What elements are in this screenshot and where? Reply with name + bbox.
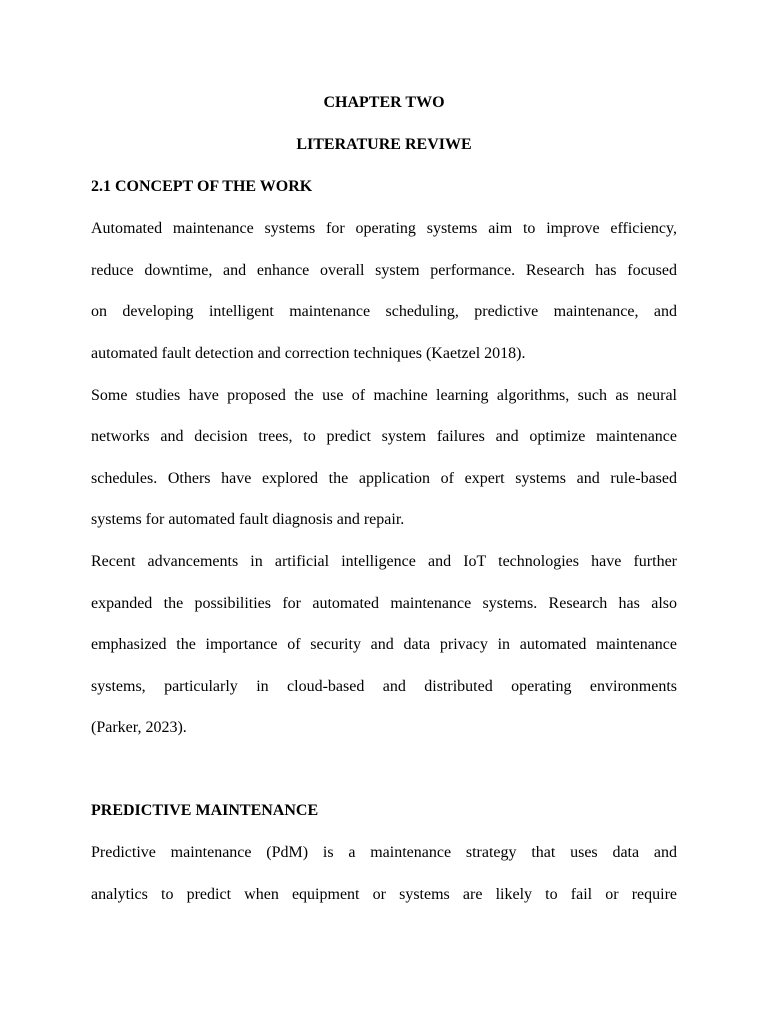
subsection-heading: PREDICTIVE MAINTENANCE: [91, 802, 319, 819]
paragraph-line: systems, particularly in cloud-based and distributed operating environments: [91, 678, 677, 695]
paragraph-line: on developing intelligent maintenance scheduling, predictive maintenance, and: [91, 303, 677, 320]
section-heading: 2.1 CONCEPT OF THE WORK: [91, 178, 313, 195]
paragraph-line: Some studies have proposed the use of machine learning algorithms, such as neural: [91, 387, 677, 404]
paragraph-line: schedules. Others have explored the application of expert systems and rule-based: [91, 470, 677, 487]
paragraph-line: networks and decision trees, to predict system failures and optimize maintenance: [91, 428, 677, 445]
paragraph-line: automated fault detection and correction techniques (Kaetzel 2018).: [91, 345, 526, 362]
chapter-subtitle: LITERATURE REVIWE: [296, 136, 472, 153]
paragraph-line: systems for automated fault diagnosis and repair.: [91, 511, 405, 528]
paragraph-line: Recent advancements in artificial intelligence and IoT technologies have further: [91, 553, 677, 570]
chapter-title: CHAPTER TWO: [323, 94, 445, 111]
paragraph-line: emphasized the importance of security and data privacy in automated maintenance: [91, 636, 677, 653]
paragraph-line: (Parker, 2023).: [91, 719, 187, 736]
paragraph-line: Automated maintenance systems for operating systems aim to improve efficiency,: [91, 220, 677, 237]
paragraph-line: analytics to predict when equipment or systems are likely to fail or require: [91, 886, 677, 903]
paragraph-line: reduce downtime, and enhance overall system performance. Research has focused: [91, 262, 677, 279]
paragraph-line: expanded the possibilities for automated maintenance systems. Research has also: [91, 595, 677, 612]
paragraph-line: Predictive maintenance (PdM) is a maintenance strategy that uses data and: [91, 844, 677, 861]
